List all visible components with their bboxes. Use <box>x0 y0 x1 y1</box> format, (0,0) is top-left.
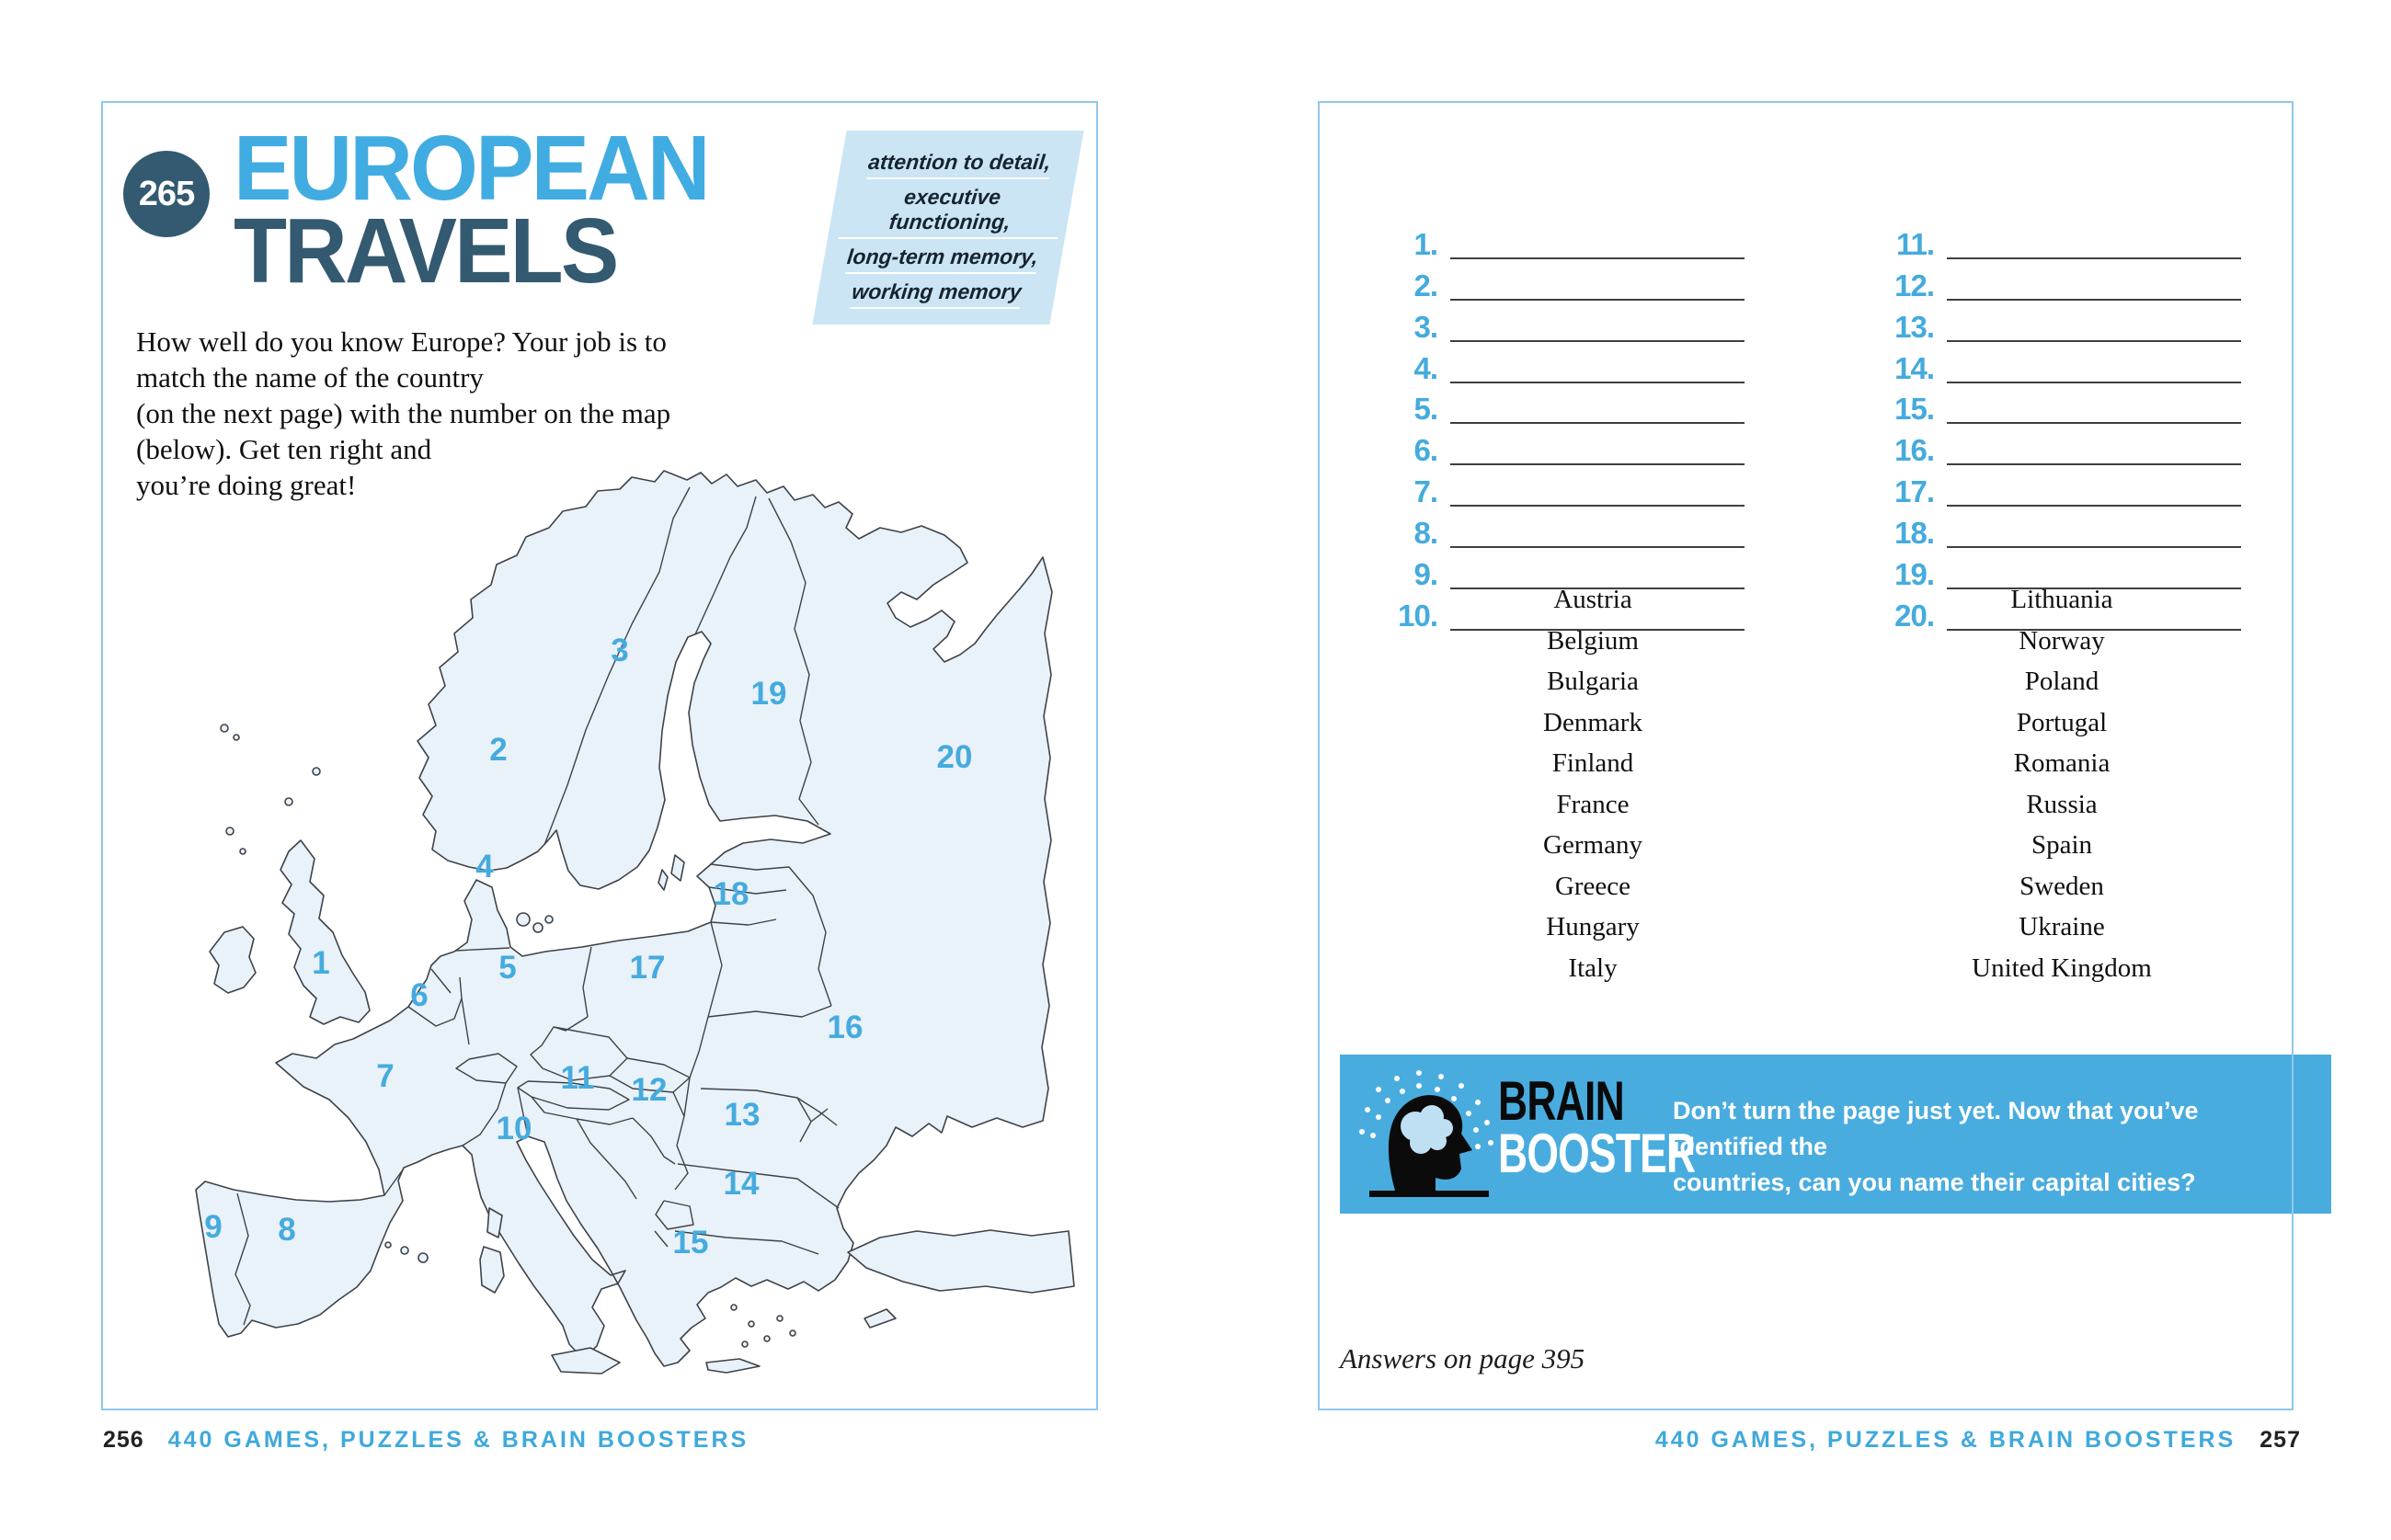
answers-note: Answers on page 395 <box>1340 1342 1585 1375</box>
country-name: France <box>1556 789 1630 819</box>
brain-booster-message <box>1673 1093 2298 1201</box>
book-title-left: 440 GAMES, PUZZLES & BRAIN BOOSTERS <box>167 1427 749 1453</box>
answer-blank-line <box>1947 394 2241 424</box>
answer-row <box>1873 386 2241 428</box>
answer-number: 11. <box>1895 226 1934 261</box>
answer-number: 10. <box>1398 598 1437 633</box>
answer-number: 20. <box>1894 598 1934 633</box>
map-label-13: 13 <box>724 1097 761 1133</box>
answer-row <box>1377 262 1745 303</box>
map-label-15: 15 <box>672 1225 709 1261</box>
country-name: Poland <box>2024 667 2099 696</box>
instructions-line-3: you’re doing great! <box>136 469 357 501</box>
answer-row <box>1377 345 1745 386</box>
map-label-9: 9 <box>204 1209 223 1245</box>
map-label-5: 5 <box>498 950 517 986</box>
answer-number: 1. <box>1413 226 1437 261</box>
country-name: Germany <box>1543 830 1642 860</box>
map-label-11: 11 <box>560 1060 595 1096</box>
answer-row <box>1377 221 1745 262</box>
great-britain-island <box>280 840 370 1024</box>
skill-line: working memory <box>850 279 1022 309</box>
answer-row <box>1377 509 1745 551</box>
answer-row <box>1873 262 2241 303</box>
answer-number: 15. <box>1894 392 1934 427</box>
answer-blank-line <box>1947 477 2241 507</box>
book-title-right: 440 GAMES, PUZZLES & BRAIN BOOSTERS <box>1654 1427 2237 1453</box>
left-page-footer <box>103 1427 749 1454</box>
country-name: Russia <box>2026 789 2098 819</box>
answer-blank-line <box>1450 354 1745 383</box>
sicily-island <box>552 1348 620 1374</box>
country-name: Lithuania <box>2010 585 2113 614</box>
answer-number: 16. <box>1894 433 1934 468</box>
right-page-number: 257 <box>2259 1427 2301 1453</box>
skill-line: long-term memory, <box>845 245 1039 274</box>
page-border-segment <box>2292 1041 2294 1225</box>
country-list-left <box>1441 579 1745 988</box>
oland-island <box>658 870 668 890</box>
answer-row <box>1873 468 2241 509</box>
country-name: Hungary <box>1546 912 1640 941</box>
map-label-3: 3 <box>611 633 629 668</box>
brain-booster-title <box>1498 1070 1696 1184</box>
country-name: Greece <box>1554 871 1631 901</box>
left-page <box>101 101 1098 1410</box>
title-line-2: TRAVELS <box>234 200 617 302</box>
brain-booster-message-line-1: Don’t turn the page just yet. Now that you’ve identified the <box>1673 1097 2199 1160</box>
answer-blank-line <box>1450 394 1745 424</box>
answer-blank-line <box>1450 313 1745 342</box>
answer-slots-11-20 <box>1873 221 2241 633</box>
title-line-1: EUROPEAN <box>234 117 708 220</box>
answer-number: 9. <box>1413 557 1437 592</box>
left-page-number: 256 <box>103 1427 144 1453</box>
map-label-8: 8 <box>278 1212 296 1248</box>
answer-number: 4. <box>1413 350 1437 385</box>
country-name: United Kingdom <box>1972 953 2152 983</box>
brain-head-icon <box>1355 1062 1502 1207</box>
puzzle-number-badge <box>123 151 210 237</box>
answer-row <box>1377 468 1745 509</box>
country-name: Spain <box>2031 830 2093 860</box>
map-label-2: 2 <box>489 732 508 768</box>
brain-booster-title-line1: BRAIN <box>1498 1070 1624 1132</box>
answer-blank-line <box>1947 436 2241 465</box>
answer-blank-line <box>1947 313 2241 342</box>
answer-row <box>1377 386 1745 428</box>
brain-booster-banner <box>1340 1055 2331 1214</box>
gotland-island <box>671 855 684 881</box>
brain-booster-message-line-2: countries, can you name their capital cities? <box>1673 1169 2196 1196</box>
skill-line-wrap-3 <box>830 242 1056 277</box>
ireland-island <box>210 927 256 993</box>
map-label-7: 7 <box>376 1058 395 1094</box>
answer-number: 13. <box>1894 309 1934 344</box>
answer-slots-1-10 <box>1377 221 1745 633</box>
answer-number: 19. <box>1894 557 1934 592</box>
answer-row <box>1873 303 2241 345</box>
answer-number: 18. <box>1894 516 1934 551</box>
answer-number: 5. <box>1413 392 1437 427</box>
map-label-20: 20 <box>936 739 973 775</box>
brain-booster-title-line2: BOOSTER <box>1498 1123 1696 1184</box>
answer-number: 14. <box>1894 350 1934 385</box>
answer-blank-line <box>1947 230 2241 259</box>
country-list-right <box>1910 579 2214 988</box>
map-label-12: 12 <box>631 1072 668 1108</box>
skill-line-wrap-2 <box>836 182 1065 242</box>
answer-blank-line <box>1450 519 1745 548</box>
answer-number: 7. <box>1413 474 1437 509</box>
country-name: Belgium <box>1547 625 1639 656</box>
skills-box <box>812 131 1083 325</box>
crete-island <box>706 1359 760 1373</box>
skill-line: executive functioning, <box>839 185 1063 239</box>
map-label-4: 4 <box>475 849 494 884</box>
right-page <box>1318 101 2294 1410</box>
map-label-19: 19 <box>750 676 787 712</box>
map-label-16: 16 <box>827 1010 864 1045</box>
answer-blank-line <box>1450 271 1745 301</box>
map-label-1: 1 <box>312 945 330 981</box>
country-name: Romania <box>2013 748 2111 778</box>
map-label-18: 18 <box>713 876 749 912</box>
instructions-line-2: (on the next page) with the number on the map (below). Get ten right and <box>136 397 671 465</box>
country-name: Finland <box>1551 748 1634 778</box>
answer-number: 17. <box>1894 474 1934 509</box>
skill-line-wrap-4 <box>824 277 1049 312</box>
europe-map <box>112 454 1087 1378</box>
turkey-landmass <box>848 1230 1074 1293</box>
country-name: Denmark <box>1543 707 1642 737</box>
skill-line-wrap-1 <box>847 147 1072 182</box>
country-name: Portugal <box>2016 707 2108 737</box>
answer-row <box>1873 221 2241 262</box>
puzzle-number: 265 <box>138 174 195 213</box>
answer-number: 6. <box>1413 433 1437 468</box>
answer-row <box>1377 427 1745 468</box>
answer-blank-line <box>1947 354 2241 383</box>
sardinia-island <box>480 1247 504 1293</box>
map-label-14: 14 <box>723 1166 760 1202</box>
answer-row <box>1377 303 1745 345</box>
map-label-17: 17 <box>629 950 666 986</box>
map-label-10: 10 <box>496 1111 532 1146</box>
country-name: Austria <box>1553 585 1632 614</box>
answer-row <box>1873 509 2241 551</box>
country-name: Sweden <box>2019 871 2104 901</box>
right-page-footer <box>1655 1427 2301 1454</box>
country-name: Norway <box>2019 625 2105 656</box>
answer-row <box>1873 427 2241 468</box>
answer-number: 3. <box>1413 309 1437 344</box>
answer-number: 8. <box>1413 516 1437 551</box>
answer-blank-line <box>1450 477 1745 507</box>
skill-line: attention to detail, <box>866 150 1051 179</box>
map-label-6: 6 <box>410 977 429 1013</box>
country-name: Ukraine <box>2019 912 2105 941</box>
page-title <box>234 117 708 302</box>
answer-row <box>1873 345 2241 386</box>
cyprus-island <box>864 1309 896 1328</box>
instructions-line-1: How well do you know Europe? Your job is to match the name of the country <box>136 325 667 394</box>
answer-number: 12. <box>1894 268 1934 302</box>
answer-blank-line <box>1947 271 2241 301</box>
country-name: Bulgaria <box>1547 667 1639 696</box>
country-name: Italy <box>1568 953 1618 983</box>
answer-blank-line <box>1450 230 1745 259</box>
answer-blank-line <box>1947 519 2241 548</box>
answer-blank-line <box>1450 436 1745 465</box>
answer-number: 2. <box>1413 268 1437 302</box>
